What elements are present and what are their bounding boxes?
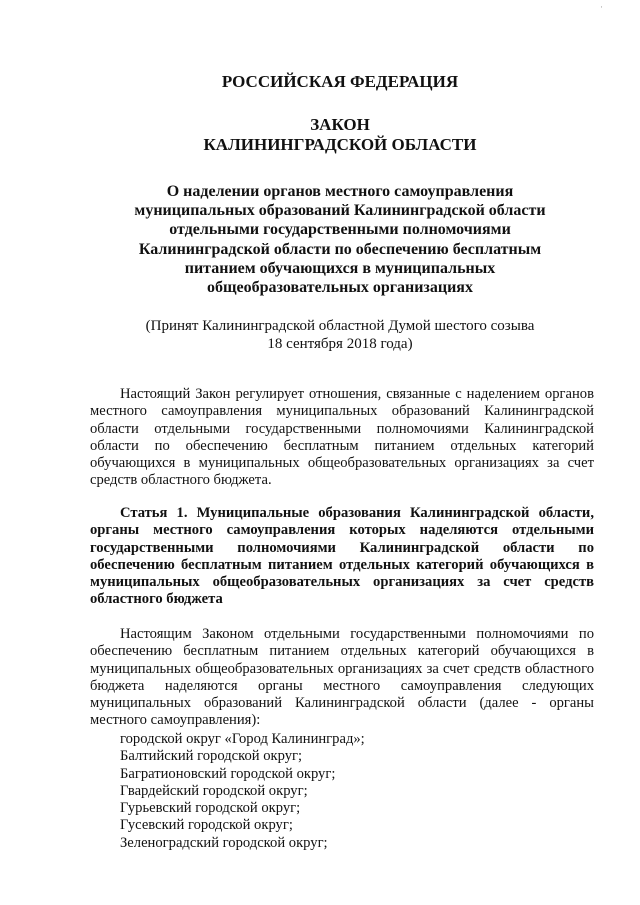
list-item: Гурьевский городской округ; (120, 800, 301, 817)
list-item: Багратионовский городской округ; (120, 765, 336, 782)
municipality-list (120, 731, 365, 852)
law-subject-line: отдельными государственными полномочиями (169, 221, 511, 239)
intro-paragraph: Настоящий Закон регулирует отношения, связанные с наделением органов местного самоуправления муниципальных образований Калининградской области отдельными государственными полномочиями Калининградской области по обеспечению бесплатным питанием отдельных категорий обучающихся в муниципальных общеобразовательных организациях за счет средств областного бюджета. (90, 386, 594, 489)
law-subject-line: О наделении органов местного самоуправления (166, 183, 514, 200)
law-title (90, 115, 590, 155)
adoption-note-line-2: 18 сентября 2018 года) (267, 335, 413, 352)
country-heading: РОССИЙСКАЯ ФЕДЕРАЦИЯ (221, 72, 459, 91)
article-1-paragraph: Настоящим Законом отдельными государственными полномочиями по обеспечению бесплатным питанием отдельных категорий обучающихся в муниципальных общеобразовательных организациях за счет средств областного бюджета наделяются органы местного самоуправления следующих муниципальных образований Калининградской области (далее - органы местного самоуправления): (90, 626, 594, 729)
adoption-note-line-1: (Принят Калининградской областной Думой шестого созыва (145, 318, 535, 334)
law-subject-line: питанием обучающихся в муниципальных (184, 259, 496, 277)
law-subject-line: общеобразовательных организациях (207, 279, 473, 297)
law-subject-line: муниципальных образований Калининградской области (134, 202, 546, 220)
article-1-heading: Статья 1. Муниципальные образования Калининградской области, органы местного самоуправления которых наделяются отдельными государственными полномочиями Калининградской области по обеспечению бесплатным питанием отдельных категорий обучающихся в муниципальных общеобразовательных организациях за счет средств областного бюджета (90, 505, 594, 608)
list-item: Зеленоградский городской округ; (120, 834, 328, 851)
scan-mark: · (600, 2, 603, 12)
list-item: городской округ «Город Калининград»; (120, 731, 365, 747)
adoption-note (90, 318, 590, 353)
law-subject-line: Калининградской области по обеспечению бесплатным (138, 240, 542, 258)
list-item: Балтийский городской округ; (120, 748, 303, 765)
list-item: Гусевский городской округ; (120, 817, 293, 834)
law-title-line-1: ЗАКОН (310, 115, 370, 134)
list-item: Гвардейский городской округ; (120, 782, 308, 799)
law-title-line-2: КАЛИНИНГРАДСКОЙ ОБЛАСТИ (203, 135, 477, 154)
law-subject (100, 182, 580, 297)
